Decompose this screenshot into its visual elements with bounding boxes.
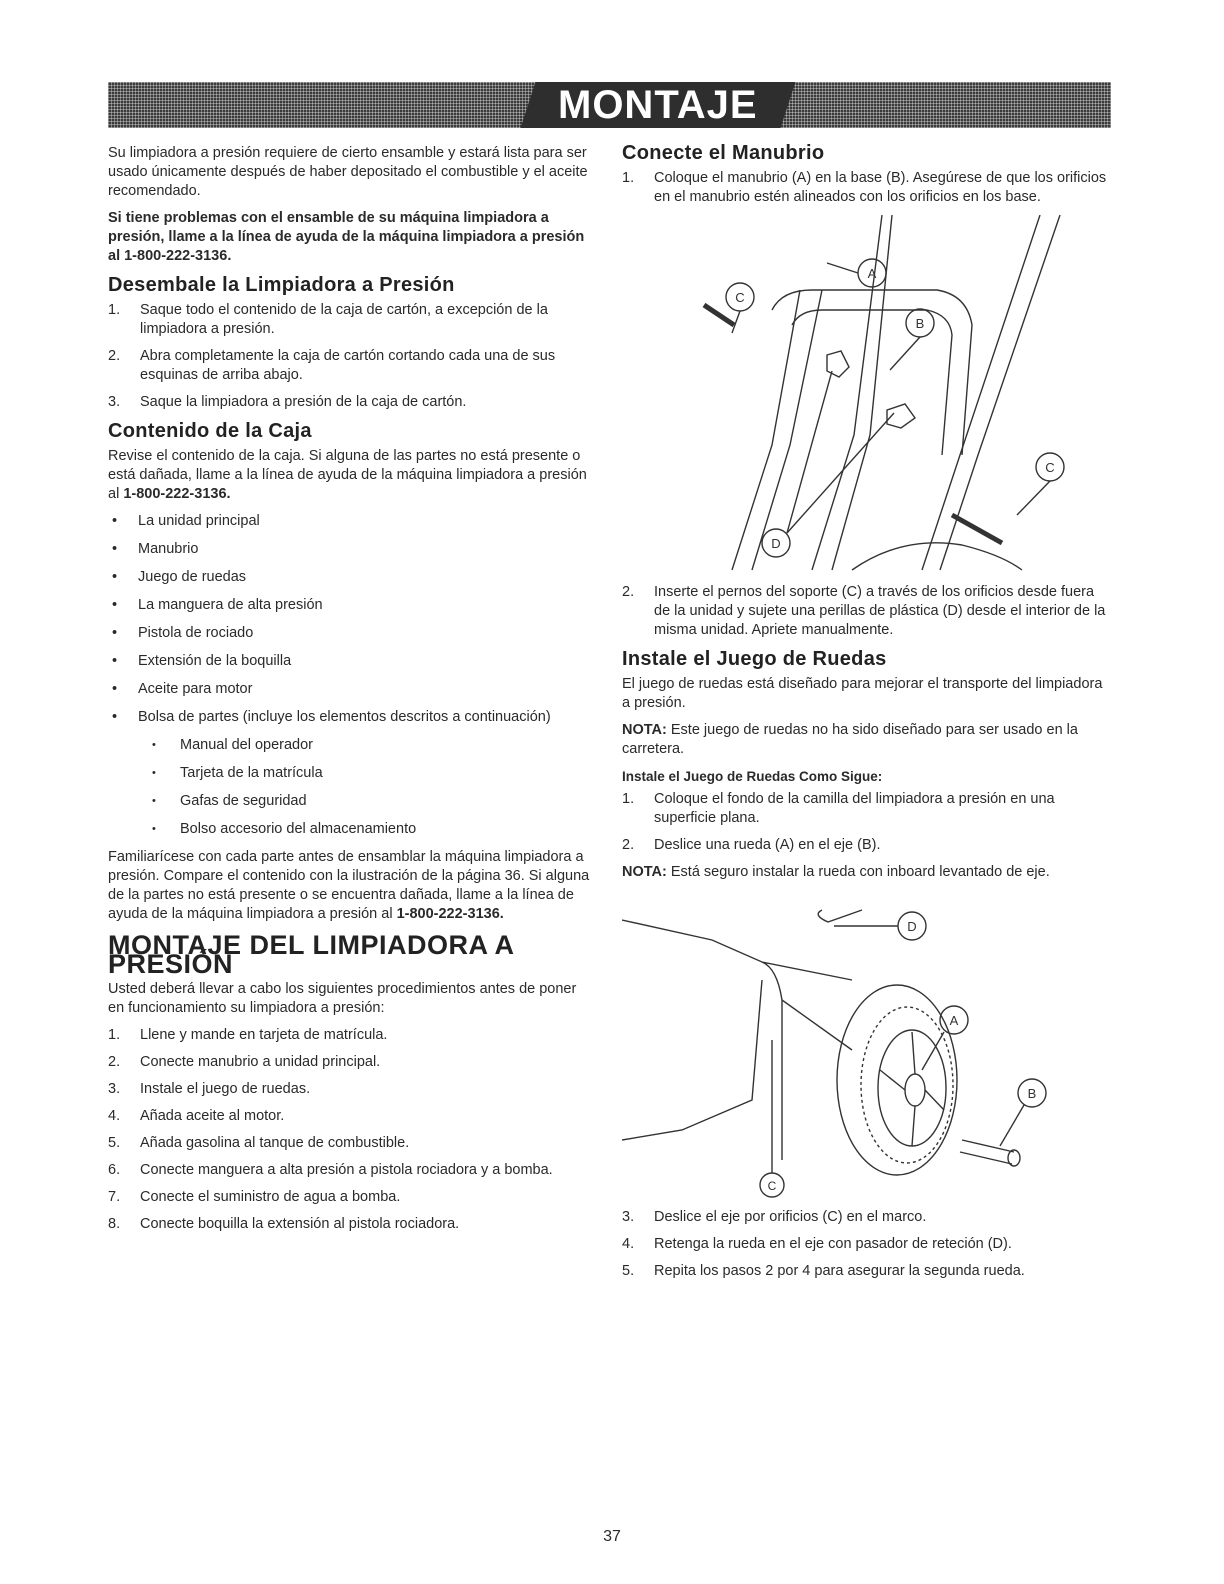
handle-steps-a (622, 169, 1112, 207)
list-item: 4. Retenga la rueda en el eje con pasador de reteción (D). (622, 1236, 1012, 1252)
banner-title: MONTAJE (558, 83, 758, 127)
banner-title-box (521, 82, 796, 128)
wheels-intro: El juego de ruedas está diseñado para mejorar el transporte del limpiadora a presión. (622, 676, 1103, 711)
wheels-steps-b (622, 1208, 1112, 1281)
list-item: 2. Conecte manubrio a unidad principal. (108, 1054, 381, 1070)
phone-number: 1-800-222-3136. (396, 906, 504, 922)
header-banner (108, 82, 1111, 128)
contents-sublist (108, 736, 593, 839)
list-item: • La unidad principal (108, 512, 593, 531)
wheels-note-1: NOTA: Este juego de ruedas no ha sido diseñado para ser usado en la carretera. (622, 722, 1078, 757)
list-item: • Manual del operador (108, 736, 593, 755)
list-item: • Extensión de la boquilla (108, 652, 593, 671)
callout-b: B (915, 316, 925, 331)
assembly-intro: Usted deberá llevar a cabo los siguientes procedimientos antes de poner en funcionamiento su limpiadora a presión: (108, 981, 577, 1016)
callout-a: A (949, 1013, 959, 1028)
help-text: Si tiene problemas con el ensamble de su máquina limpiadora a presión, llame a la línea de ayuda de la máquina limpiadora a presión al 1-800-222-3136. (108, 210, 585, 264)
handle-heading: Conecte el Manubrio (622, 142, 825, 164)
list-item: • Bolsa de partes (incluye los elementos descritos a continuación) (108, 708, 593, 727)
wheels-heading: Instale el Juego de Ruedas (622, 648, 887, 670)
assembly-steps (108, 1026, 593, 1234)
list-item: • Juego de ruedas (108, 568, 593, 587)
list-item: 2. Deslice una rueda (A) en el eje (B). (622, 837, 881, 853)
wheels-subheading: Instale el Juego de Ruedas Como Sigue: (622, 769, 883, 784)
familiar-text: Familiarícese con cada parte antes de ensamblar la máquina limpiadora a presión. Compare el contenido con la ilustración de la página 36. Si alguna de la partes no está presente o se encuentra dañada, llame a la línea de ayuda de la máquina limpiadora a presión al 1-800-222-3136. (108, 849, 590, 922)
contents-text: Revise el contenido de la caja. Si alguna de las partes no está presente o está dañada, llame a la línea de ayuda de la máquina limpiadora a presión al 1-800-222-3136. (108, 448, 587, 502)
list-item: 1. Coloque el fondo de la camilla del limpiadora a presión en una superficie plana. (622, 791, 1055, 826)
list-item: • Tarjeta de la matrícula (108, 764, 593, 783)
assembly-heading: MONTAJE DEL LIMPIADORA A PRESIÓN (108, 930, 514, 979)
callout-b: B (1027, 1086, 1037, 1101)
handle-steps-b (622, 583, 1112, 640)
list-item: 2. Inserte el pernos del soporte (C) a través de los orificios desde fuera de la unidad y sujete una perillas de plástica (D) desde el interior de la misma unidad. Apriete manualmente. (622, 584, 1106, 638)
left-column (108, 144, 593, 1242)
list-item: 1. Saque todo el contenido de la caja de cartón, a excepción de la limpiadora a presión. (108, 302, 548, 337)
callout-a: A (867, 266, 877, 281)
contents-heading: Contenido de la Caja (108, 420, 312, 442)
wheel-diagram (622, 890, 1102, 1200)
contents-list (108, 512, 593, 727)
page-number: 37 (603, 1528, 621, 1545)
list-item: 5. Añada gasolina al tanque de combustible. (108, 1135, 410, 1151)
unpack-steps (108, 301, 593, 412)
list-item: 1. Coloque el manubrio (A) en la base (B). Asegúrese de que los orificios en el manubrio estén alineados con los orificios en los base. (622, 170, 1107, 205)
list-item: 3. Saque la limpiadora a presión de la caja de cartón. (108, 394, 467, 410)
callout-d: D (907, 919, 917, 934)
list-item: 7. Conecte el suministro de agua a bomba. (108, 1189, 401, 1205)
list-item: 1. Llene y mande en tarjeta de matrícula. (108, 1027, 388, 1043)
callout-c1: C (735, 290, 745, 305)
list-item: 6. Conecte manguera a alta presión a pistola rociadora y a bomba. (108, 1162, 553, 1178)
list-item: 3. Deslice el eje por orificios (C) en el marco. (622, 1209, 927, 1225)
list-item: • Manubrio (108, 540, 593, 559)
wheels-steps-a (622, 790, 1112, 855)
list-item: • Bolso accesorio del almacenamiento (108, 820, 593, 839)
phone-number: 1-800-222-3136. (123, 486, 231, 502)
callout-c2: C (1045, 460, 1055, 475)
handle-diagram (622, 215, 1102, 575)
callout-c: C (767, 1179, 777, 1193)
list-item: 3. Instale el juego de ruedas. (108, 1081, 311, 1097)
list-item: 2. Abra completamente la caja de cartón cortando cada una de sus esquinas de arriba abajo. (108, 348, 556, 383)
right-column (622, 144, 1112, 1289)
list-item: 4. Añada aceite al motor. (108, 1108, 285, 1124)
list-item: • Pistola de rociado (108, 624, 593, 643)
unpack-heading: Desembale la Limpiadora a Presión (108, 274, 455, 296)
list-item: • Aceite para motor (108, 680, 593, 699)
list-item: • La manguera de alta presión (108, 596, 593, 615)
list-item: 8. Conecte boquilla la extensión al pistola rociadora. (108, 1216, 460, 1232)
list-item: 5. Repita los pasos 2 por 4 para asegurar la segunda rueda. (622, 1263, 1025, 1279)
list-item: • Gafas de seguridad (108, 792, 593, 811)
callout-d: D (771, 536, 781, 551)
intro-text: Su limpiadora a presión requiere de cierto ensamble y estará lista para ser usado únicamente después de haber depositado el combustible y el aceite recomendado. (108, 145, 588, 199)
wheels-note-2: NOTA: Está seguro instalar la rueda con inboard levantado de eje. (622, 864, 1050, 880)
